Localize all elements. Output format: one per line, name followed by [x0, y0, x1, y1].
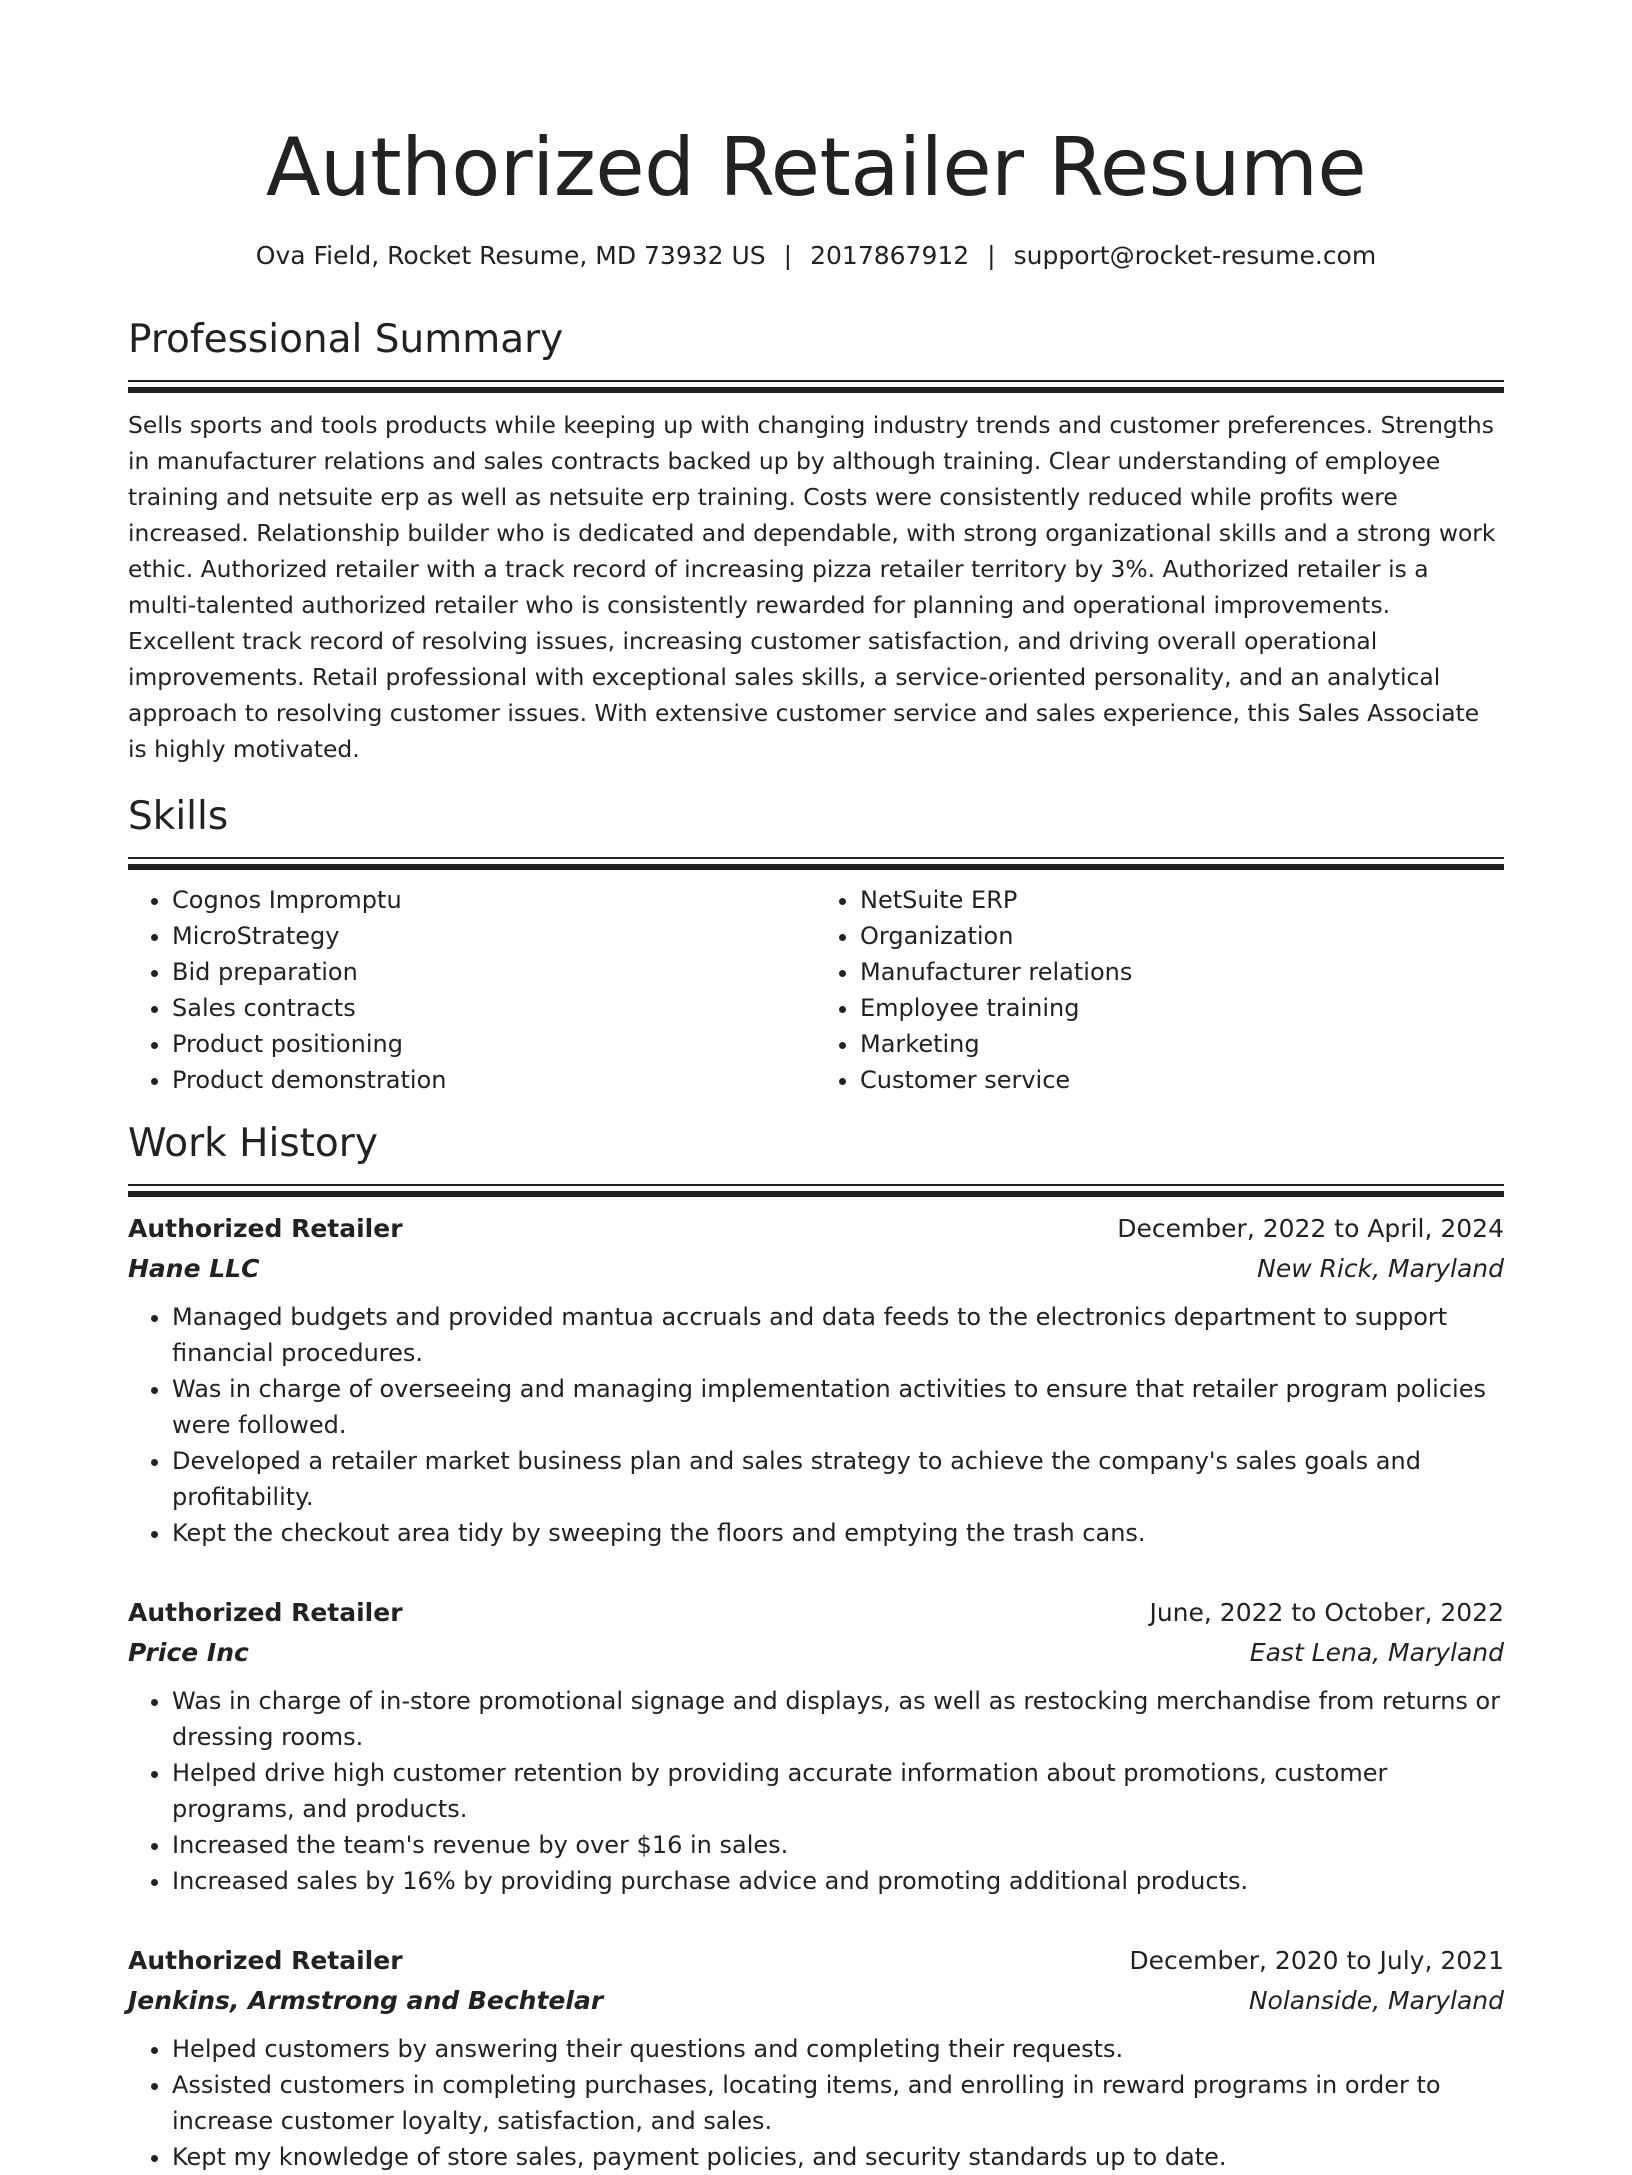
summary-paragraph: Sells sports and tools products while keeping up with changing industry trends and customer preferences. Strengths in manufacturer relations and sales contracts backed up by although training. Clear understanding of employee training and netsuite erp as well as netsuite erp training. Costs were consistently reduced while profits were increased. Relationship builder who is dedicated and dependable, with strong organizational skills and a strong work ethic. Authorized retailer with a track record of increasing pizza retailer territory by 3%. Authorized retailer is a multi-talented authorized retailer who is consistently rewarded for planning and operational improvements. Excellent track record of resolving issues, increasing customer satisfaction, and driving overall operational improvements. Retail professional with exceptional sales skills, a service-oriented personality, and an analytical approach to resolving customer issues. With extensive customer service and sales experience, this Sales Associate is highly motivated. [128, 411, 1496, 763]
job-bullet: • Increased the team's revenue by over $16 in sales. [172, 1827, 1504, 1863]
job-company-row [128, 1249, 1504, 1289]
job-entry [128, 1593, 1504, 1899]
contact-separator: | [783, 241, 793, 270]
job-header-row [128, 1209, 1504, 1249]
job-entry [128, 1941, 1504, 2175]
contact-line [128, 240, 1504, 272]
section-heading: Work History [128, 1121, 378, 1166]
contact-email: support@rocket-resume.com [1013, 241, 1377, 270]
skills-list-right [816, 882, 1504, 1098]
job-location: East Lena, Maryland [1249, 1638, 1504, 1667]
job-bullet: • Assisted customers in completing purchases, locating items, and enrolling in reward programs in order to increase customer loyalty, satisfaction, and sales. [172, 2067, 1504, 2139]
skill-item: • Product positioning [172, 1026, 816, 1062]
job-bullet: • Helped drive high customer retention by providing accurate information about promotions, customer programs, and products. [172, 1755, 1504, 1827]
job-bullet: • Kept my knowledge of store sales, payment policies, and security standards up to date. [172, 2139, 1504, 2175]
job-title: Authorized Retailer [128, 1598, 403, 1627]
skills-list-left [128, 882, 816, 1098]
job-dates: December, 2022 to April, 2024 [1117, 1214, 1504, 1243]
skill-item: • Manufacturer relations [860, 954, 1504, 990]
work-history-section [128, 1122, 1504, 2175]
job-location: New Rick, Maryland [1257, 1254, 1504, 1283]
section-heading: Skills [128, 794, 229, 839]
job-bullets [128, 1683, 1504, 1899]
skill-item: • NetSuite ERP [860, 882, 1504, 918]
job-location: Nolanside, Maryland [1248, 1986, 1504, 2015]
job-company-row [128, 1981, 1504, 2021]
section-heading: Professional Summary [128, 317, 564, 362]
skill-item: • Product demonstration [172, 1062, 816, 1098]
contact-phone: 2017867912 [810, 241, 970, 270]
skill-item: • Employee training [860, 990, 1504, 1026]
job-header-row [128, 1593, 1504, 1633]
skill-item: • MicroStrategy [172, 918, 816, 954]
job-header-row [128, 1941, 1504, 1981]
job-company: Price Inc [128, 1638, 249, 1667]
job-title: Authorized Retailer [128, 1214, 403, 1243]
job-bullets [128, 2031, 1504, 2175]
resume-title: Authorized Retailer Resume [265, 121, 1367, 214]
skills-section [128, 795, 1504, 1098]
job-bullets [128, 1299, 1504, 1551]
skill-item: • Customer service [860, 1062, 1504, 1098]
job-bullet: • Developed a retailer market business plan and sales strategy to achieve the company's sales goals and profitability. [172, 1443, 1504, 1515]
contact-address: Ova Field, Rocket Resume, MD 73932 US [255, 241, 766, 270]
job-dates: December, 2020 to July, 2021 [1129, 1946, 1504, 1975]
job-company-row [128, 1633, 1504, 1673]
section-divider [128, 857, 1504, 870]
job-bullet: • Increased sales by 16% by providing purchase advice and promoting additional products. [172, 1863, 1504, 1899]
job-entry [128, 1209, 1504, 1551]
skills-columns [128, 882, 1504, 1098]
professional-summary-section [128, 318, 1504, 767]
skill-item: • Sales contracts [172, 990, 816, 1026]
job-company: Hane LLC [128, 1254, 260, 1283]
skill-item: • Marketing [860, 1026, 1504, 1062]
job-bullet: • Kept the checkout area tidy by sweeping the floors and emptying the trash cans. [172, 1515, 1504, 1551]
job-bullet: • Was in charge of in-store promotional signage and displays, as well as restocking merchandise from returns or dressing rooms. [172, 1683, 1504, 1755]
job-title: Authorized Retailer [128, 1946, 403, 1975]
job-bullet: • Helped customers by answering their questions and completing their requests. [172, 2031, 1504, 2067]
section-divider [128, 1184, 1504, 1197]
job-company: Jenkins, Armstrong and Bechtelar [128, 1986, 604, 2015]
job-dates: June, 2022 to October, 2022 [1149, 1598, 1504, 1627]
skill-item: • Bid preparation [172, 954, 816, 990]
skill-item: • Organization [860, 918, 1504, 954]
contact-separator: | [987, 241, 996, 270]
job-bullet: • Was in charge of overseeing and managing implementation activities to ensure that retailer program policies were followed. [172, 1371, 1504, 1443]
job-bullet: • Managed budgets and provided mantua accruals and data feeds to the electronics department to support financial procedures. [172, 1299, 1504, 1371]
skill-item: • Cognos Impromptu [172, 882, 816, 918]
section-divider [128, 380, 1504, 393]
